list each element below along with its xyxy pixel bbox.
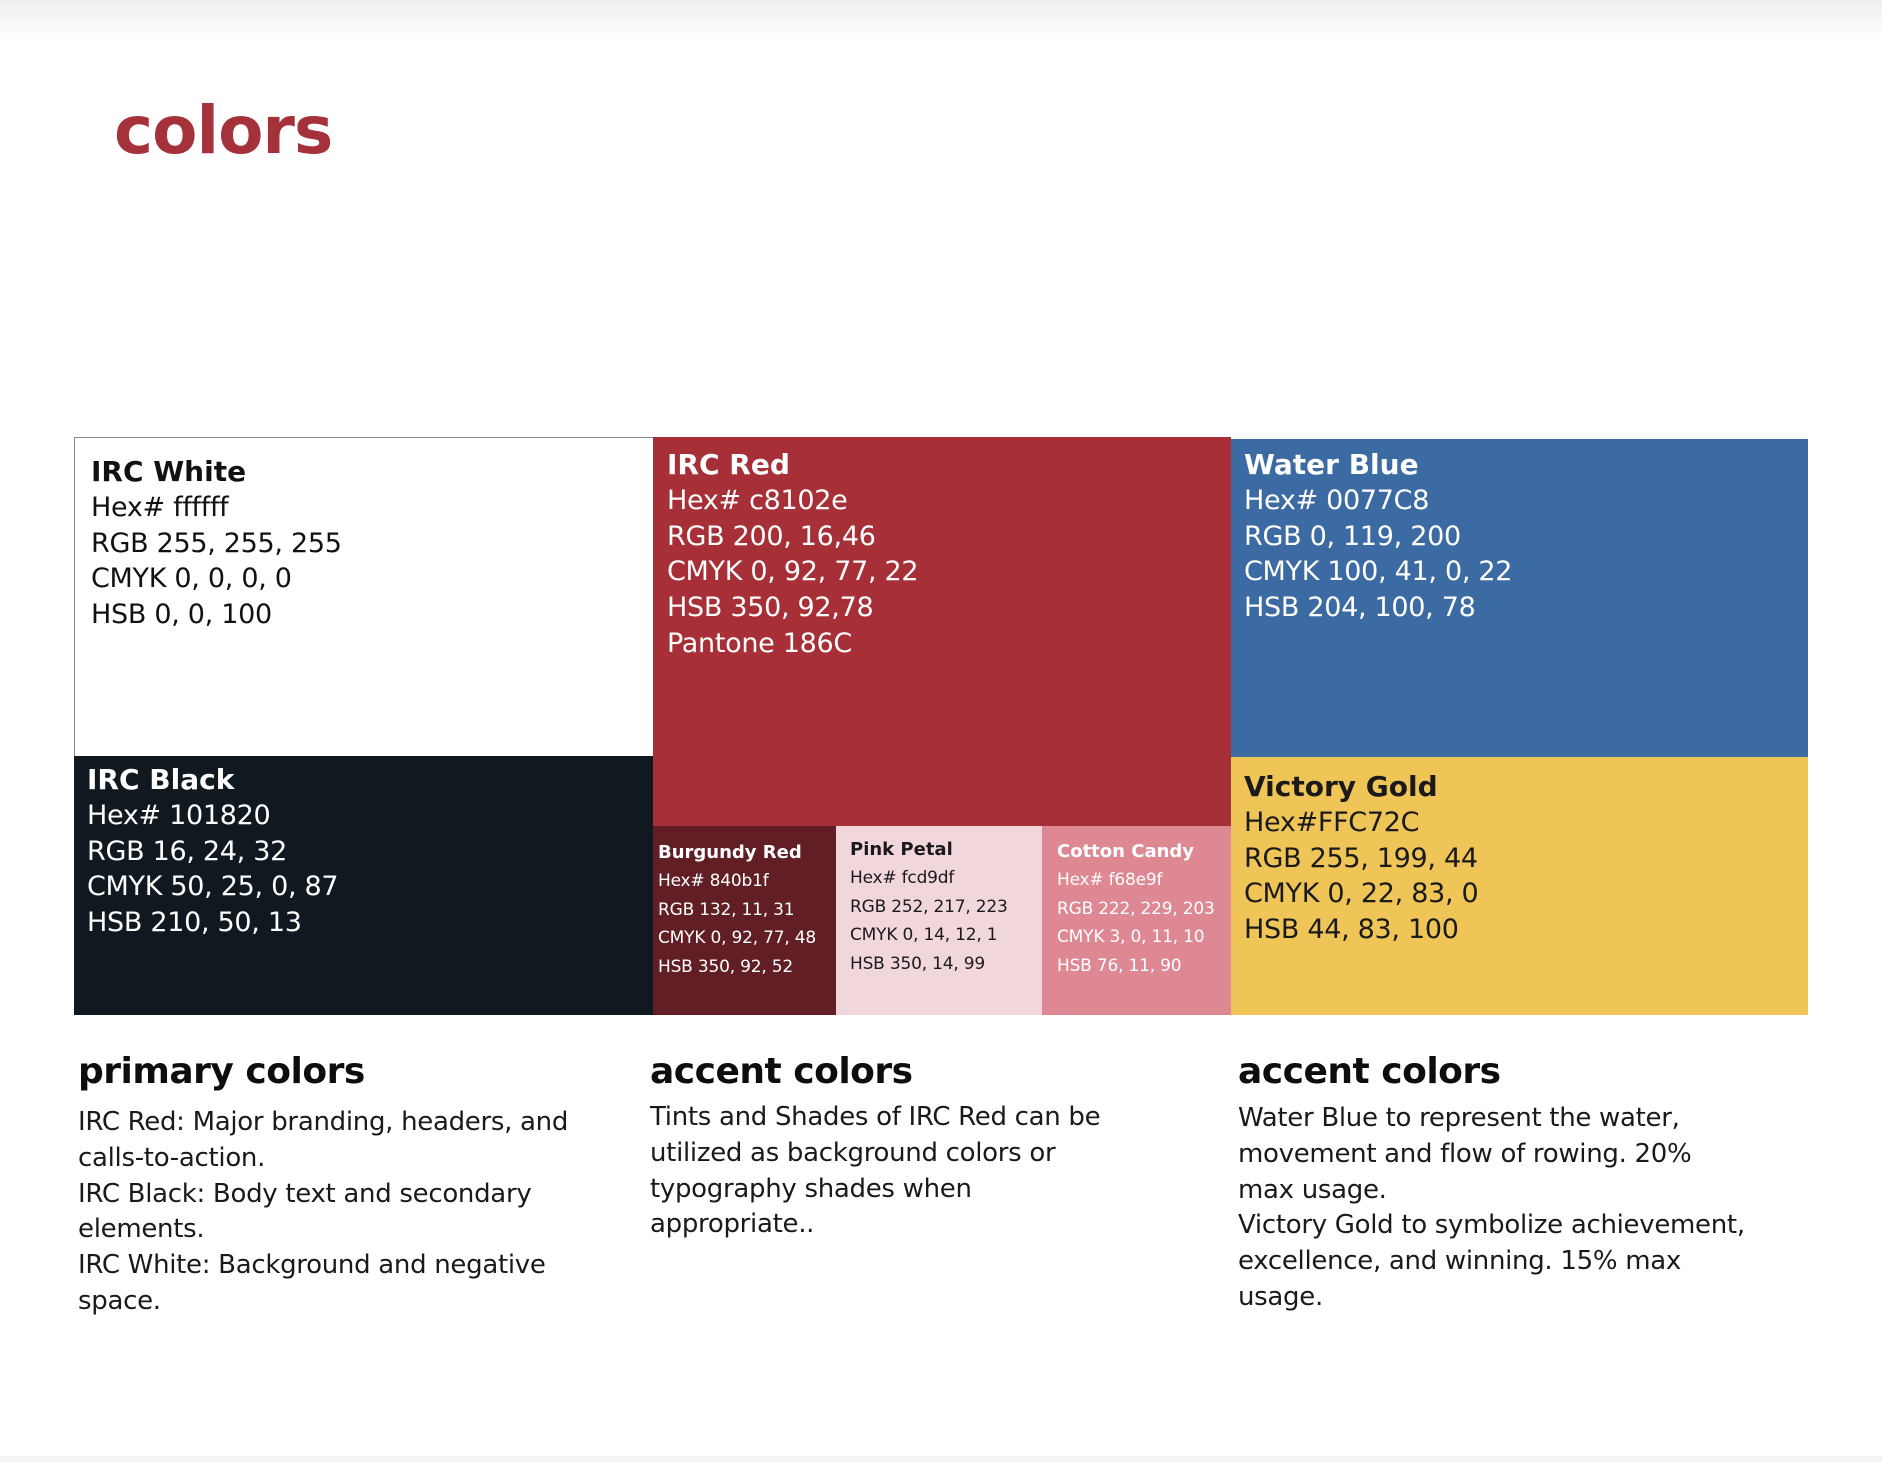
swatch-cotton-candy <box>1042 826 1231 1015</box>
primary-colors-description <box>78 1050 568 1320</box>
swatch-cmyk: CMYK 100, 41, 0, 22 <box>1244 556 1513 588</box>
accent-colors-red-description <box>650 1050 1100 1243</box>
swatch-hex: Hex# 101820 <box>87 800 271 831</box>
swatch-cmyk: CMYK 0, 22, 83, 0 <box>1244 878 1479 910</box>
swatch-name: IRC White <box>91 455 247 488</box>
swatch-hsb: HSB 204, 100, 78 <box>1244 592 1476 624</box>
body-line: usage. <box>1238 1281 1323 1312</box>
body-line: appropriate.. <box>650 1209 815 1240</box>
swatch-hsb: HSB 350, 92, 52 <box>658 956 793 977</box>
body-line: IRC Black: Body text and secondary <box>78 1178 532 1209</box>
swatch-name: Water Blue <box>1244 448 1419 481</box>
swatch-cmyk: CMYK 0, 0, 0, 0 <box>91 563 292 595</box>
swatch-water-blue <box>1231 439 1808 757</box>
section-heading: accent colors <box>1238 1051 1501 1092</box>
swatch-hex: Hex#FFC72C <box>1244 807 1420 838</box>
body-line: Tints and Shades of IRC Red can be <box>650 1102 1101 1132</box>
swatch-hsb: HSB 350, 14, 99 <box>850 953 985 974</box>
swatch-cmyk: CMYK 0, 92, 77, 48 <box>658 928 817 949</box>
body-line: movement and flow of rowing. 20% <box>1238 1138 1692 1169</box>
swatch-name: Pink Petal <box>850 839 953 860</box>
section-body <box>650 1100 1100 1243</box>
swatch-name: Victory Gold <box>1244 770 1438 803</box>
swatch-rgb: RGB 222, 229, 203 <box>1057 898 1215 919</box>
swatch-hex: Hex# fcd9df <box>850 868 955 888</box>
swatch-hsb: HSB 0, 0, 100 <box>91 599 272 631</box>
section-body <box>1238 1101 1745 1316</box>
swatch-cmyk: CMYK 3, 0, 11, 10 <box>1057 927 1205 948</box>
swatch-burgundy-red <box>653 826 836 1015</box>
page-title: colors <box>114 92 333 169</box>
swatch-hsb: HSB 76, 11, 90 <box>1057 955 1182 976</box>
body-line: utilized as background colors or <box>650 1137 1056 1168</box>
swatch-name: Cotton Candy <box>1057 841 1195 862</box>
swatch-hex: Hex# f68e9f <box>1057 870 1163 890</box>
swatch-hsb: HSB 350, 92,78 <box>667 592 874 624</box>
swatch-hsb: HSB 44, 83, 100 <box>1244 914 1459 946</box>
body-line: typography shades when <box>650 1173 972 1204</box>
swatch-rgb: RGB 252, 217, 223 <box>850 896 1008 917</box>
swatch-pantone: Pantone 186C <box>667 627 852 659</box>
body-line: space. <box>78 1285 161 1316</box>
swatch-cmyk: CMYK 50, 25, 0, 87 <box>87 871 339 903</box>
swatch-name: IRC Red <box>667 448 790 481</box>
section-heading: accent colors <box>650 1051 913 1092</box>
swatch-hex: Hex# c8102e <box>667 485 848 516</box>
swatch-pink-petal <box>836 826 1042 1015</box>
body-line: IRC Red: Major branding, headers, and <box>78 1107 569 1137</box>
swatch-hex: Hex# ffffff <box>91 492 229 523</box>
swatch-rgb: RGB 0, 119, 200 <box>1244 520 1461 552</box>
swatch-rgb: RGB 200, 16,46 <box>667 520 876 552</box>
swatch-hsb: HSB 210, 50, 13 <box>87 907 302 939</box>
swatch-rgb: RGB 16, 24, 32 <box>87 835 287 867</box>
body-line: elements. <box>78 1214 205 1245</box>
swatch-hex: Hex# 840b1f <box>658 871 769 891</box>
swatch-irc-red <box>653 437 1231 826</box>
swatch-irc-black <box>74 756 654 1015</box>
swatch-rgb: RGB 255, 255, 255 <box>91 527 342 559</box>
accent-colors-blue-gold-description <box>1238 1050 1745 1316</box>
body-line: IRC White: Background and negative <box>78 1250 546 1281</box>
body-line: Water Blue to represent the water, <box>1238 1103 1680 1133</box>
swatch-irc-white <box>74 437 654 757</box>
swatch-cmyk: CMYK 0, 14, 12, 1 <box>850 925 998 946</box>
swatch-name: IRC Black <box>87 763 235 796</box>
body-line: max usage. <box>1238 1174 1387 1205</box>
swatch-hex: Hex# 0077C8 <box>1244 485 1430 516</box>
section-heading: primary colors <box>78 1051 365 1092</box>
body-line: calls-to-action. <box>78 1142 266 1173</box>
swatch-rgb: RGB 255, 199, 44 <box>1244 842 1478 874</box>
swatch-name: Burgundy Red <box>658 842 802 863</box>
swatch-cmyk: CMYK 0, 92, 77, 22 <box>667 556 919 588</box>
swatch-victory-gold <box>1231 757 1808 1015</box>
swatch-rgb: RGB 132, 11, 31 <box>658 899 795 920</box>
top-shade <box>0 0 1882 40</box>
body-line: Victory Gold to symbolize achievement, <box>1238 1210 1745 1241</box>
body-line: excellence, and winning. 15% max <box>1238 1246 1681 1277</box>
section-body <box>78 1105 568 1320</box>
